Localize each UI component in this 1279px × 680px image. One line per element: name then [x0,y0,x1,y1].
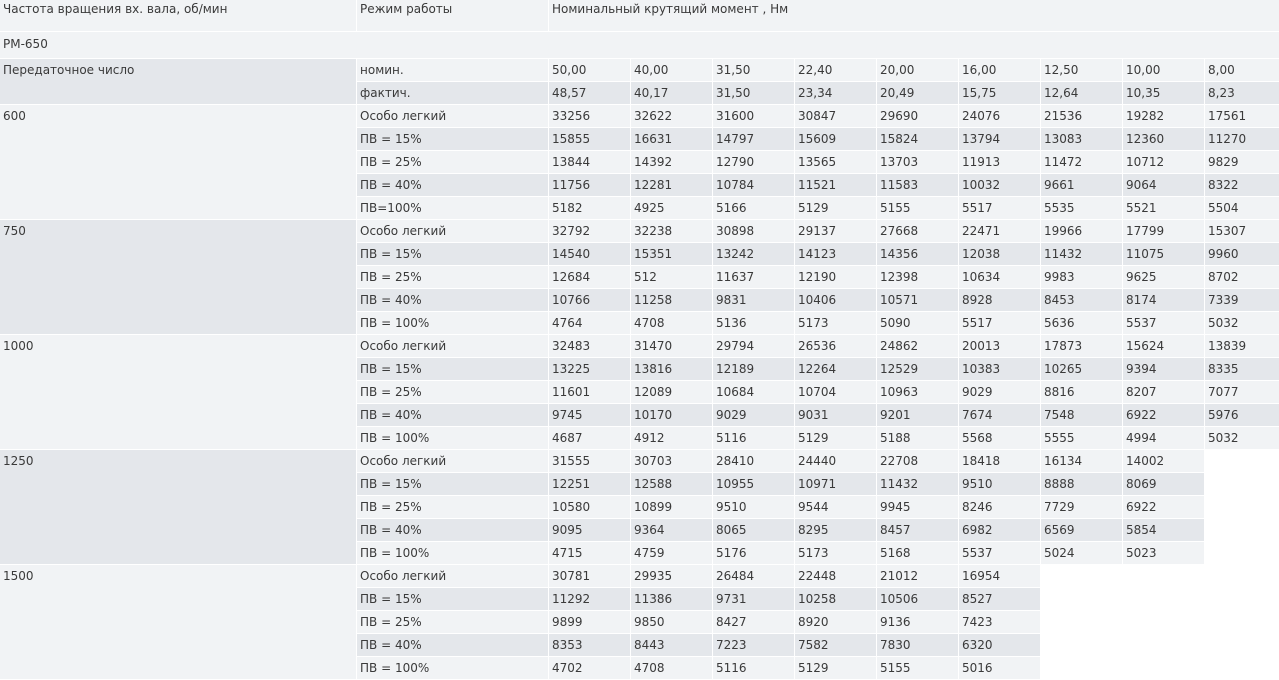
mode-cell: ПВ = 15% [357,588,548,610]
torque-value: 13225 [549,358,630,380]
torque-value: 27668 [877,220,958,242]
table-row [0,220,1279,242]
torque-value: 7223 [713,634,794,656]
mode-cell: ПВ = 40% [357,289,548,311]
torque-value: 4708 [631,312,712,334]
model-row [0,32,1279,58]
torque-value: 22448 [795,565,876,587]
torque-value: 13083 [1041,128,1122,150]
torque-value: 20013 [959,335,1040,357]
torque-value: 10406 [795,289,876,311]
torque-value: 9731 [713,588,794,610]
empty-cell [1205,450,1279,472]
torque-value: 12684 [549,266,630,288]
torque-value: 23,34 [795,82,876,104]
torque-value: 5568 [959,427,1040,449]
torque-value: 16631 [631,128,712,150]
torque-value: 8322 [1205,174,1279,196]
empty-cell [1205,519,1279,541]
torque-value: 29794 [713,335,794,357]
torque-value: 12038 [959,243,1040,265]
torque-value: 32238 [631,220,712,242]
torque-value: 9960 [1205,243,1279,265]
torque-value: 31555 [549,450,630,472]
torque-value: 4708 [631,657,712,679]
torque-value: 11270 [1205,128,1279,150]
mode-cell: ПВ = 25% [357,496,548,518]
torque-value: 5168 [877,542,958,564]
torque-value: 4994 [1123,427,1204,449]
torque-value: 8920 [795,611,876,633]
speed-column-header: Частота вращения вх. вала, об/мин [3,2,228,16]
torque-value: 11292 [549,588,630,610]
torque-value: 12790 [713,151,794,173]
torque-value: 10634 [959,266,1040,288]
torque-value: 11432 [877,473,958,495]
mode-cell: номин. [357,59,548,81]
torque-value: 5537 [959,542,1040,564]
torque-value: 33256 [549,105,630,127]
mode-cell: ПВ = 15% [357,358,548,380]
torque-value: 12360 [1123,128,1204,150]
mode-cell: ПВ = 25% [357,611,548,633]
torque-value: 15855 [549,128,630,150]
torque-value: 10580 [549,496,630,518]
torque-value: 5136 [713,312,794,334]
torque-value: 8246 [959,496,1040,518]
torque-value: 40,17 [631,82,712,104]
torque-value: 13703 [877,151,958,173]
torque-value: 8174 [1123,289,1204,311]
torque-value: 12398 [877,266,958,288]
torque-value: 8069 [1123,473,1204,495]
torque-value: 10712 [1123,151,1204,173]
mode-cell: ПВ = 100% [357,542,548,564]
torque-value: 30847 [795,105,876,127]
torque-value: 8457 [877,519,958,541]
mode-cell: ПВ = 100% [357,312,548,334]
torque-value: 512 [631,266,712,288]
torque-value: 6982 [959,519,1040,541]
torque-value: 6922 [1123,404,1204,426]
torque-value: 14002 [1123,450,1204,472]
torque-value: 13816 [631,358,712,380]
torque-value: 10571 [877,289,958,311]
mode-cell: Особо легкий [357,450,548,472]
torque-value: 5023 [1123,542,1204,564]
empty-cell [1205,542,1279,564]
empty-cell [1041,657,1279,679]
torque-value: 12264 [795,358,876,380]
header-row [0,0,1279,31]
torque-value: 9945 [877,496,958,518]
torque-value: 15307 [1205,220,1279,242]
torque-value: 12189 [713,358,794,380]
torque-value: 11756 [549,174,630,196]
torque-value: 12281 [631,174,712,196]
torque-value: 9510 [713,496,794,518]
torque-value: 7077 [1205,381,1279,403]
torque-value: 24440 [795,450,876,472]
torque-value: 5129 [795,427,876,449]
torque-value: 10963 [877,381,958,403]
torque-value: 32622 [631,105,712,127]
torque-value: 7830 [877,634,958,656]
torque-value: 8335 [1205,358,1279,380]
torque-value: 10,35 [1123,82,1204,104]
mode-cell: ПВ = 40% [357,174,548,196]
mode-cell: ПВ = 15% [357,473,548,495]
mode-cell: ПВ = 40% [357,404,548,426]
mode-cell: ПВ=100% [357,197,548,219]
torque-value: 11386 [631,588,712,610]
torque-value: 7729 [1041,496,1122,518]
torque-value: 7582 [795,634,876,656]
torque-value: 5173 [795,542,876,564]
torque-value: 31,50 [713,59,794,81]
torque-value: 12529 [877,358,958,380]
torque-value: 5032 [1205,427,1279,449]
torque-value: 30898 [713,220,794,242]
torque-value: 9031 [795,404,876,426]
torque-value: 13242 [713,243,794,265]
torque-value: 5155 [877,657,958,679]
torque-value: 32792 [549,220,630,242]
torque-value: 10704 [795,381,876,403]
torque-value: 14123 [795,243,876,265]
torque-value: 15,75 [959,82,1040,104]
torque-value: 18418 [959,450,1040,472]
torque-value: 16,00 [959,59,1040,81]
torque-value: 9745 [549,404,630,426]
torque-value: 8295 [795,519,876,541]
torque-value: 5129 [795,657,876,679]
torque-value: 24076 [959,105,1040,127]
torque-value: 5521 [1123,197,1204,219]
torque-value: 5155 [877,197,958,219]
torque-value: 5182 [549,197,630,219]
torque-value: 15624 [1123,335,1204,357]
torque-value: 10170 [631,404,712,426]
model-name: РМ-650 [3,37,48,51]
torque-value: 5188 [877,427,958,449]
torque-value: 12588 [631,473,712,495]
table-row [0,450,1279,472]
torque-value: 5166 [713,197,794,219]
torque-value: 6569 [1041,519,1122,541]
torque-value: 11601 [549,381,630,403]
torque-value: 32483 [549,335,630,357]
torque-value: 10899 [631,496,712,518]
torque-value: 5173 [795,312,876,334]
torque-value: 11637 [713,266,794,288]
torque-value: 10265 [1041,358,1122,380]
torque-value: 11432 [1041,243,1122,265]
torque-value: 5555 [1041,427,1122,449]
torque-value: 5535 [1041,197,1122,219]
torque-value: 9201 [877,404,958,426]
torque-value: 10684 [713,381,794,403]
empty-cell [1041,565,1279,587]
torque-value: 14392 [631,151,712,173]
torque-value: 8527 [959,588,1040,610]
torque-value: 21536 [1041,105,1122,127]
torque-value: 10506 [877,588,958,610]
torque-value: 8,23 [1205,82,1279,104]
torque-value: 11472 [1041,151,1122,173]
torque-value: 12,64 [1041,82,1122,104]
torque-value: 8443 [631,634,712,656]
torque-value: 31,50 [713,82,794,104]
torque-value: 5129 [795,197,876,219]
torque-value: 5090 [877,312,958,334]
torque-value: 8,00 [1205,59,1279,81]
torque-value: 40,00 [631,59,712,81]
torque-value: 10,00 [1123,59,1204,81]
mode-column-header: Режим работы [360,2,453,16]
mode-cell: Особо легкий [357,105,548,127]
torque-value: 9899 [549,611,630,633]
mode-cell: Особо легкий [357,335,548,357]
torque-value: 9095 [549,519,630,541]
torque-value: 9831 [713,289,794,311]
torque-value: 4715 [549,542,630,564]
torque-value: 9850 [631,611,712,633]
torque-value: 8427 [713,611,794,633]
torque-value: 8702 [1205,266,1279,288]
torque-value: 14356 [877,243,958,265]
speed-cell: 1500 [0,565,356,679]
torque-value: 7339 [1205,289,1279,311]
torque-value: 5176 [713,542,794,564]
torque-value: 14797 [713,128,794,150]
torque-value: 9029 [713,404,794,426]
torque-value: 9064 [1123,174,1204,196]
empty-cell [1041,588,1279,610]
torque-value: 15824 [877,128,958,150]
torque-value: 24862 [877,335,958,357]
torque-value: 8888 [1041,473,1122,495]
torque-value: 31600 [713,105,794,127]
torque-value: 30703 [631,450,712,472]
mode-cell: Особо легкий [357,220,548,242]
torque-value: 13844 [549,151,630,173]
mode-cell: фактич. [357,82,548,104]
torque-value: 21012 [877,565,958,587]
torque-value: 19966 [1041,220,1122,242]
speed-cell: 600 [0,105,356,219]
torque-value: 5636 [1041,312,1122,334]
empty-cell [1041,611,1279,633]
torque-value: 10766 [549,289,630,311]
torque-value: 31470 [631,335,712,357]
torque-value: 9829 [1205,151,1279,173]
torque-value: 28410 [713,450,794,472]
torque-value: 9364 [631,519,712,541]
torque-value: 5032 [1205,312,1279,334]
torque-value: 10032 [959,174,1040,196]
torque-value: 11258 [631,289,712,311]
torque-value: 4687 [549,427,630,449]
mode-cell: ПВ = 100% [357,657,548,679]
torque-value: 14540 [549,243,630,265]
torque-value: 13839 [1205,335,1279,357]
torque-value: 4759 [631,542,712,564]
mode-cell: ПВ = 15% [357,243,548,265]
torque-column-header: Номинальный крутящий момент , Нм [552,2,789,16]
torque-value: 6922 [1123,496,1204,518]
torque-value: 11913 [959,151,1040,173]
torque-value: 17561 [1205,105,1279,127]
torque-value: 17873 [1041,335,1122,357]
torque-value: 13794 [959,128,1040,150]
table-row [0,59,1279,81]
torque-value: 9625 [1123,266,1204,288]
torque-value: 48,57 [549,82,630,104]
torque-value: 20,49 [877,82,958,104]
torque-value: 11583 [877,174,958,196]
torque-value: 5016 [959,657,1040,679]
torque-value: 8928 [959,289,1040,311]
torque-value: 15609 [795,128,876,150]
torque-value: 10955 [713,473,794,495]
table-row [0,105,1279,127]
torque-value: 9661 [1041,174,1122,196]
ratio-label: Передаточное число [0,59,356,104]
torque-value: 8453 [1041,289,1122,311]
torque-value: 11521 [795,174,876,196]
torque-value: 12089 [631,381,712,403]
mode-cell: ПВ = 25% [357,381,548,403]
torque-value: 4912 [631,427,712,449]
torque-value: 8065 [713,519,794,541]
torque-value: 50,00 [549,59,630,81]
torque-value: 16134 [1041,450,1122,472]
torque-value: 12,50 [1041,59,1122,81]
torque-value: 8207 [1123,381,1204,403]
table-row [0,565,1279,587]
torque-value: 19282 [1123,105,1204,127]
torque-value: 4702 [549,657,630,679]
torque-value: 5517 [959,312,1040,334]
torque-value: 22471 [959,220,1040,242]
torque-value: 8816 [1041,381,1122,403]
torque-value: 5116 [713,427,794,449]
torque-value: 7674 [959,404,1040,426]
torque-value: 7423 [959,611,1040,633]
torque-value: 22708 [877,450,958,472]
torque-value: 15351 [631,243,712,265]
torque-value: 20,00 [877,59,958,81]
mode-cell: ПВ = 40% [357,634,548,656]
torque-value: 10971 [795,473,876,495]
torque-value: 9394 [1123,358,1204,380]
torque-value: 5517 [959,197,1040,219]
mode-cell: ПВ = 25% [357,151,548,173]
table-row [0,335,1279,357]
torque-value: 9983 [1041,266,1122,288]
torque-value: 22,40 [795,59,876,81]
torque-value: 7548 [1041,404,1122,426]
torque-value: 5976 [1205,404,1279,426]
torque-value: 17799 [1123,220,1204,242]
torque-value: 4925 [631,197,712,219]
torque-value: 29137 [795,220,876,242]
torque-value: 9544 [795,496,876,518]
speed-cell: 750 [0,220,356,334]
torque-value: 29935 [631,565,712,587]
mode-cell: ПВ = 40% [357,519,548,541]
speed-cell: 1000 [0,335,356,449]
torque-value: 16954 [959,565,1040,587]
torque-value: 4764 [549,312,630,334]
torque-value: 26484 [713,565,794,587]
torque-value: 10258 [795,588,876,610]
mode-cell: ПВ = 100% [357,427,548,449]
torque-value: 5024 [1041,542,1122,564]
torque-value: 10784 [713,174,794,196]
empty-cell [1041,634,1279,656]
torque-value: 9510 [959,473,1040,495]
torque-value: 30781 [549,565,630,587]
torque-value: 12251 [549,473,630,495]
torque-value: 5116 [713,657,794,679]
speed-cell: 1250 [0,450,356,564]
mode-cell: Особо легкий [357,565,548,587]
torque-value: 12190 [795,266,876,288]
torque-value: 11075 [1123,243,1204,265]
torque-value: 5854 [1123,519,1204,541]
mode-cell: ПВ = 15% [357,128,548,150]
mode-cell: ПВ = 25% [357,266,548,288]
torque-value: 29690 [877,105,958,127]
torque-value: 5504 [1205,197,1279,219]
torque-value: 6320 [959,634,1040,656]
torque-value: 13565 [795,151,876,173]
torque-value: 10383 [959,358,1040,380]
torque-value: 5537 [1123,312,1204,334]
empty-cell [1205,496,1279,518]
torque-value: 8353 [549,634,630,656]
torque-value: 9029 [959,381,1040,403]
torque-value: 9136 [877,611,958,633]
torque-value: 26536 [795,335,876,357]
empty-cell [1205,473,1279,495]
